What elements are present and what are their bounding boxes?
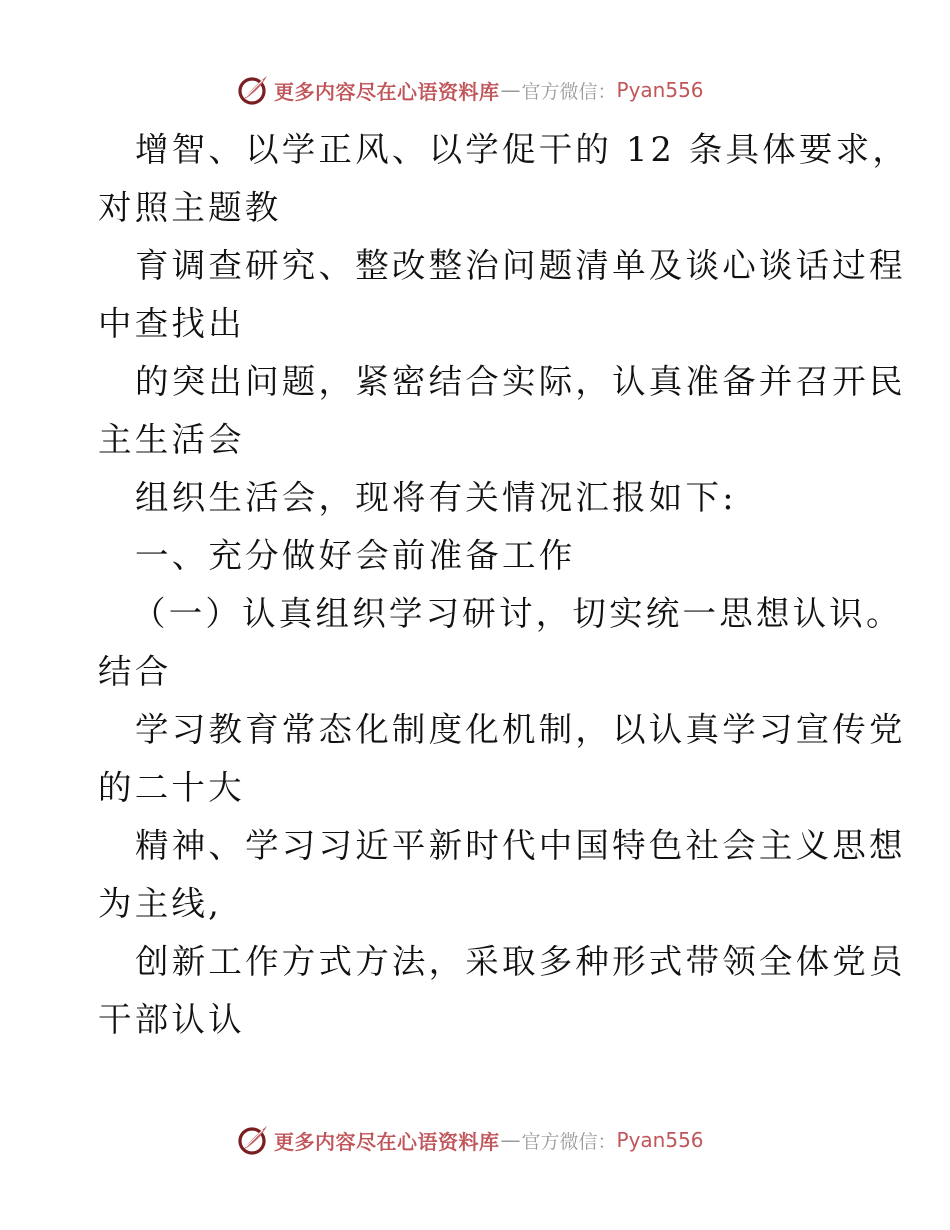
- watermark-wechat-id: Pyan556: [616, 1128, 704, 1152]
- text-line: 干部认认: [98, 1000, 245, 1039]
- header-watermark: [236, 72, 704, 108]
- text-line: 的突出问题，紧密结合实际，认真准备并召开民: [135, 362, 906, 401]
- text-line: 育调查研究、整改整治问题清单及谈心谈话过程: [135, 246, 906, 285]
- text-line: 学习教育常态化制度化机制，以认真学习宣传党: [135, 710, 906, 749]
- text-line: 对照主题教: [98, 188, 282, 227]
- watermark-wechat-label: 官方微信：: [521, 80, 617, 103]
- text-line: 精神、学习习近平新时代中国特色社会主义思想: [135, 826, 906, 865]
- text-line: 创新工作方式方法，采取多种形式带领全体党员: [135, 942, 906, 981]
- footer-watermark: [236, 1122, 704, 1158]
- watermark-slogan: 更多内容尽在心语资料库: [274, 79, 500, 104]
- watermark-dash: —: [500, 78, 521, 102]
- quill-logo-icon: [236, 1123, 270, 1157]
- text-line: 增智、以学正风、以学促干的 12 条具体要求，: [135, 130, 910, 169]
- watermark-wechat-id: Pyan556: [616, 78, 704, 102]
- text-line: 组织生活会，现将有关情况汇报如下:: [135, 478, 737, 517]
- watermark-wechat-label: 官方微信：: [521, 1130, 617, 1153]
- text-line: 主生活会: [98, 420, 245, 459]
- quill-logo-icon: [236, 73, 270, 107]
- text-line: 为主线,: [98, 884, 222, 923]
- text-line: 的二十大: [98, 768, 245, 807]
- subsection-heading: （一）认真组织学习研讨，切实统一思想认识。: [132, 594, 903, 633]
- watermark-slogan: 更多内容尽在心语资料库: [274, 1129, 500, 1154]
- document-body: [98, 121, 910, 1049]
- section-heading: 一、充分做好会前准备工作: [135, 536, 576, 575]
- watermark-dash: —: [500, 1128, 521, 1152]
- text-line: 结合: [98, 652, 172, 691]
- text-line: 中查找出: [98, 304, 245, 343]
